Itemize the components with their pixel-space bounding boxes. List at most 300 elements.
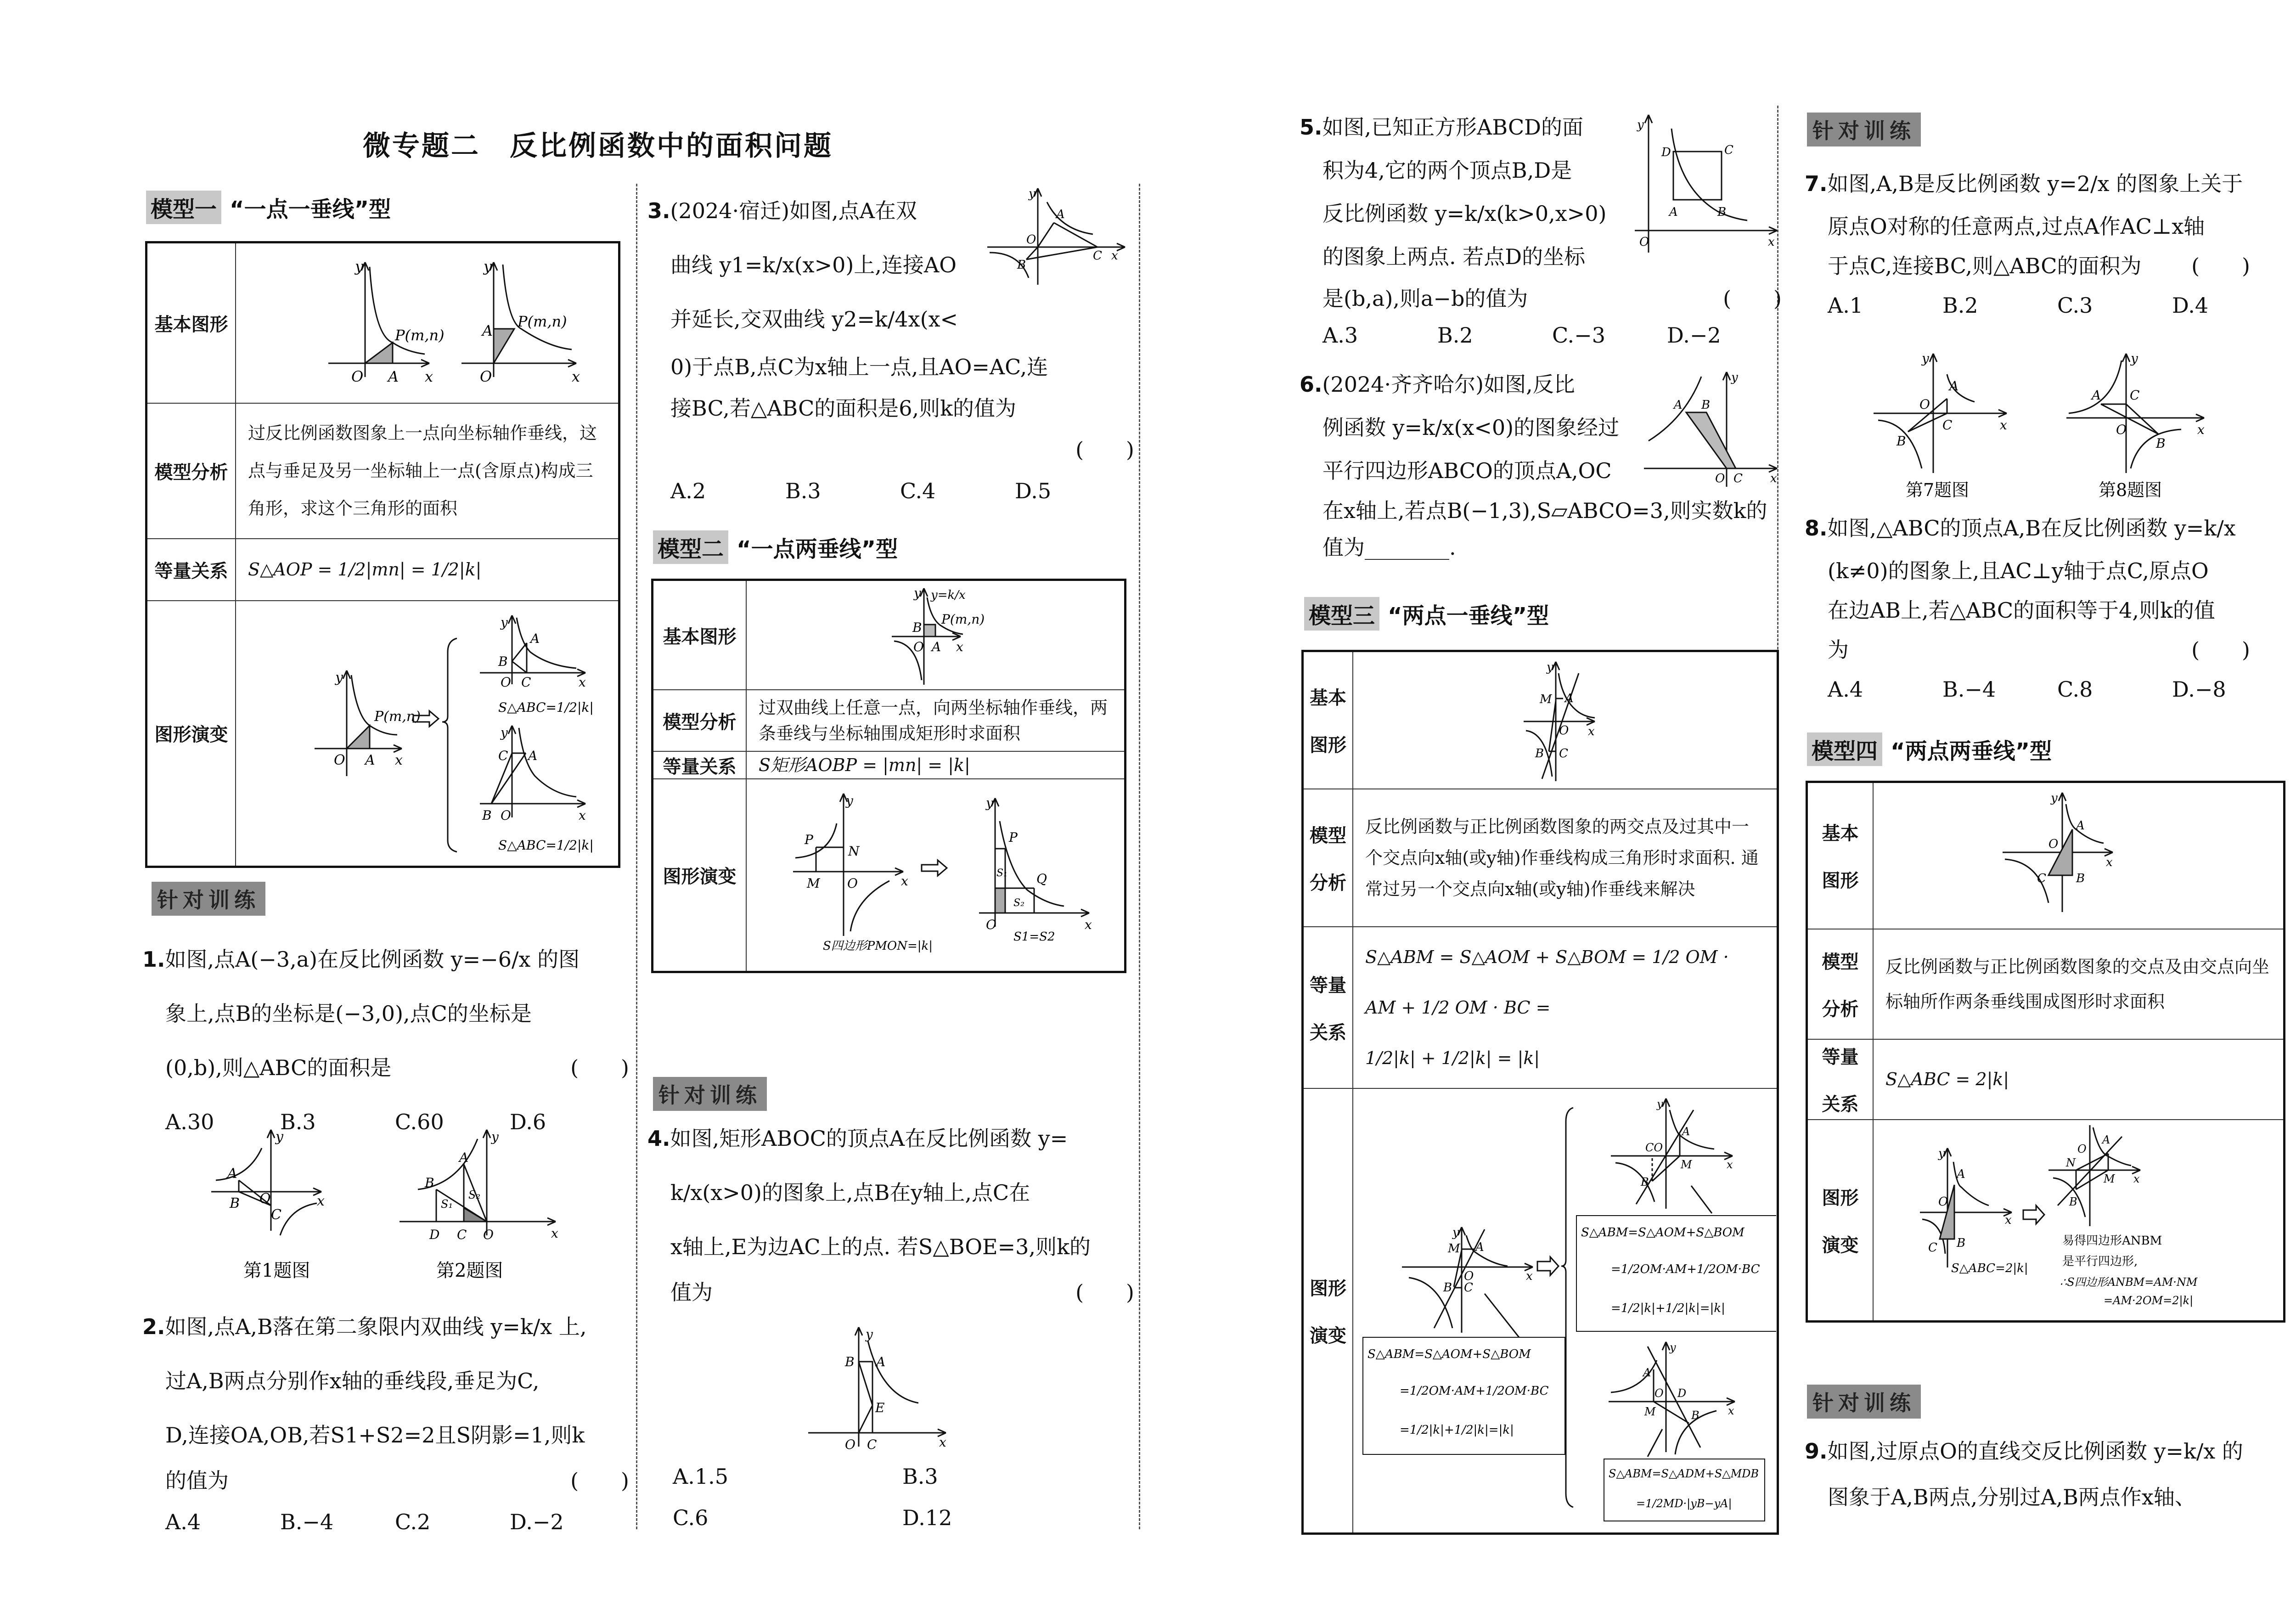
option[interactable]: B.3 xyxy=(902,1464,938,1489)
point-label: B xyxy=(912,620,922,635)
axis-label-y: y xyxy=(335,669,343,686)
figure-q8 xyxy=(2066,354,2204,473)
axis-label-x: x xyxy=(1526,1269,1533,1283)
model3-evolution xyxy=(1353,1088,1778,1534)
axis-label-x: x xyxy=(1727,1158,1733,1171)
point-label: C xyxy=(2037,872,2046,886)
axis-label-x: x xyxy=(572,368,580,386)
point-label: B xyxy=(2076,872,2085,886)
origin-label: O xyxy=(259,1191,271,1207)
point-label: D xyxy=(1677,1386,1687,1400)
option[interactable]: A.4 xyxy=(1828,677,1863,702)
point-label: B xyxy=(1641,1175,1649,1189)
origin-label: O xyxy=(1938,1194,1948,1209)
options xyxy=(142,1499,629,1545)
model3-basic-diagram xyxy=(1354,653,1776,786)
origin-label: O xyxy=(2048,837,2059,851)
q3-figure xyxy=(987,184,1134,289)
option[interactable]: D.−8 xyxy=(2172,677,2226,702)
point-label: B xyxy=(1957,1236,1966,1250)
option[interactable]: B.2 xyxy=(1437,323,1473,348)
option[interactable]: C.3 xyxy=(2057,293,2093,318)
q7-q8-figures xyxy=(1837,344,2241,501)
point-label: B xyxy=(230,1195,240,1211)
area-label: S₂ xyxy=(1013,897,1024,909)
point-label: A xyxy=(1949,378,1959,394)
point-label: C xyxy=(457,1227,467,1242)
axis-label-x: x xyxy=(1768,235,1775,249)
row-label: 模型分析 xyxy=(653,690,747,751)
option[interactable]: C.8 xyxy=(2057,677,2093,702)
point-label: A xyxy=(482,322,493,340)
option[interactable]: C.60 xyxy=(395,1110,444,1134)
axis-label-y: y xyxy=(914,586,921,601)
row-label: 图形演变 xyxy=(146,601,236,867)
point-label: P xyxy=(1009,830,1018,845)
axis-label-x: x xyxy=(579,674,586,690)
option[interactable]: A.30 xyxy=(165,1110,214,1134)
row-label: 模型 分析 xyxy=(1807,929,1874,1039)
brace-icon xyxy=(442,638,457,852)
point-label: A xyxy=(932,639,941,654)
row-label: 等量 关系 xyxy=(1807,1039,1874,1120)
row-label: 图形 演变 xyxy=(1303,1088,1353,1534)
model3-analysis: 反比例函数与正比例函数图象的两交点及过其中一个交点向x轴(或y轴)作垂线构成三角形时求面积. 通常过另一个交点向x轴(或y轴)作垂线来解决 xyxy=(1353,789,1778,927)
curve-label: y=k/x xyxy=(931,588,966,602)
figure-sub2 xyxy=(480,726,585,817)
axis-label-y: y xyxy=(846,793,853,809)
axis-label-y: y xyxy=(2131,351,2138,366)
point-label: CO xyxy=(1645,1141,1663,1154)
axis-label-y: y xyxy=(501,725,508,740)
point-label: M xyxy=(807,876,820,891)
model1-analysis: 过反比例函数图象上一点向坐标轴作垂线，这点与垂足及另一坐标轴上一点(含原点)构成三角形，求这个三角形的面积 xyxy=(236,403,619,539)
origin-label: O xyxy=(501,674,511,690)
question-line: 原点O对称的任意两点,过点A作AC⊥x轴 xyxy=(1828,214,2205,239)
point-label: N xyxy=(2066,1156,2076,1169)
axis-label-y: y xyxy=(1938,1146,1945,1160)
option[interactable]: D.−2 xyxy=(1667,323,1721,348)
note-line: 是平行四边形, xyxy=(2062,1254,2138,1268)
point-label: Q xyxy=(1036,871,1047,887)
area-label: S₁ xyxy=(441,1198,453,1211)
point-label: A xyxy=(227,1166,237,1182)
origin-label: O xyxy=(1654,1386,1664,1400)
origin-label: O xyxy=(483,1227,494,1242)
area-label: S₂ xyxy=(468,1189,481,1201)
row-label: 等量 关系 xyxy=(1303,927,1353,1088)
model4-basic-figure xyxy=(1873,782,2285,929)
point-label: A xyxy=(459,1150,469,1165)
option[interactable]: D.4 xyxy=(2172,293,2209,318)
row-label: 基本图形 xyxy=(146,242,236,403)
model1-basic-figure xyxy=(236,242,619,403)
origin-label: O xyxy=(1559,724,1569,738)
option[interactable]: A.4 xyxy=(165,1510,201,1534)
question-line: 曲线 y1=k/x(x>0)上,连接AO xyxy=(670,253,957,277)
point-label: A xyxy=(388,368,399,386)
question-line: 是(b,a),则a−b的值为 ( ) xyxy=(1322,280,1782,317)
model2-relation: S矩形AOBP = |mn| = |k| xyxy=(746,751,1125,779)
figure-left xyxy=(328,262,429,377)
point-label: A xyxy=(1682,1125,1690,1138)
question-line: D,连接OA,OB,若S1+S2=2且S阴影=1,则k xyxy=(165,1423,585,1448)
figure-caption: 第8题图 xyxy=(2099,480,2162,500)
axis-label-y: y xyxy=(866,1327,873,1342)
point-label: A xyxy=(876,1354,886,1369)
model1-table xyxy=(145,241,620,868)
question-line: 过A,B两点分别作x轴的垂线段,垂足为C, xyxy=(165,1369,540,1393)
point-label: P(m,n) xyxy=(374,708,421,725)
point-label: A xyxy=(1475,1240,1484,1254)
question-line: 接BC,若△ABC的面积是6,则k的值为 xyxy=(670,396,1017,421)
answer-bracket[interactable]: ( ) xyxy=(2191,637,2250,662)
formula-line: =1/2OM·AM+1/2OM·BC xyxy=(1611,1262,1760,1276)
model-tag: 模型一 xyxy=(146,191,221,224)
model2-basic-figure xyxy=(746,580,1125,690)
options xyxy=(673,1456,1040,1538)
figure-caption: 第7题图 xyxy=(1906,480,1970,500)
point-label: A xyxy=(530,631,540,646)
figure-left xyxy=(793,794,903,936)
question-line: 图象于A,B两点,分别过A,B两点作x轴、 xyxy=(1828,1485,2196,1510)
point-label: A xyxy=(1957,1167,1965,1181)
figure-top-right xyxy=(1611,1098,1733,1213)
point-label: B xyxy=(1717,205,1727,219)
question-2 xyxy=(142,1300,629,1545)
axis-label-y: y xyxy=(986,795,993,811)
question-line: x轴上,E为边AC上的点. 若S△BOE=3,则k的 xyxy=(670,1234,1091,1259)
axis-label-x: x xyxy=(956,639,963,654)
double-arrow-icon xyxy=(922,860,947,876)
axis-label-x: x xyxy=(2005,1213,2012,1227)
point-label: D xyxy=(1661,146,1671,159)
point-label: P(m,n) xyxy=(518,313,567,331)
model2-analysis: 过双曲线上任意一点，向两坐标轴作垂线，两条垂线与坐标轴围成矩形时求面积 xyxy=(746,690,1125,751)
row-label: 基本 图形 xyxy=(1303,651,1353,789)
model1-evolution xyxy=(236,601,619,867)
option[interactable]: B.2 xyxy=(1942,293,1978,318)
point-label: A xyxy=(1669,205,1678,219)
row-label: 模型 分析 xyxy=(1303,789,1353,927)
option[interactable]: C.−3 xyxy=(1552,323,1605,348)
axis-label-y: y xyxy=(484,258,492,276)
question-line: 平行四边形ABCO的顶点A,OC xyxy=(1322,458,1612,483)
question-line: 在x轴上,若点B(−1,3),S▱ABCO=3,则实数k的 xyxy=(1322,498,1767,523)
row-label: 图形演变 xyxy=(653,779,747,972)
axis-label-y: y xyxy=(1637,118,1644,132)
question-8 xyxy=(1805,505,2291,709)
question-line: 8.如图,△ABC的顶点A,B在反比例函数 y=k/x xyxy=(1805,516,2236,541)
point-label: A xyxy=(2102,1133,2110,1146)
point-label: B xyxy=(1691,1408,1699,1422)
question-line: (0,b),则△ABC的面积是 ( ) xyxy=(142,1041,629,1095)
question-line: 0)于点B,点C为x轴上一点,且AO=AC,连 xyxy=(670,355,1048,379)
point-label: B xyxy=(498,653,508,669)
column-divider xyxy=(1139,184,1140,1529)
formula-line: =1/2|k|+1/2|k|=|k| xyxy=(1400,1423,1514,1437)
option[interactable]: A.1 xyxy=(1828,293,1863,318)
origin-label: O xyxy=(1639,235,1649,249)
axis-label-y: y xyxy=(501,614,508,630)
model2-evolution xyxy=(746,779,1125,972)
question-1 xyxy=(142,932,629,1149)
point-label: C xyxy=(498,748,508,763)
point-label: N xyxy=(848,844,860,859)
training-label: 针对训练 xyxy=(152,882,265,916)
option[interactable]: D.5 xyxy=(1015,479,1052,503)
evolution-formula: S四边形PMON=|k| xyxy=(823,939,933,953)
note-line: =AM·2OM=2|k| xyxy=(2104,1294,2194,1307)
point-label: B xyxy=(482,807,492,823)
formula-line: =1/2MD·|yB−yA| xyxy=(1636,1497,1732,1510)
point-label: C xyxy=(1724,143,1733,157)
model4-relation: S△ABC = 2|k| xyxy=(1873,1039,2285,1120)
note-line: 易得四边形ANBM xyxy=(2062,1234,2162,1248)
formula-line: S△ABM=S△ADM+S△MDB xyxy=(1609,1467,1759,1480)
double-arrow-icon xyxy=(2023,1205,2044,1224)
axis-label-x: x xyxy=(1111,249,1118,263)
evolution-formula: S△ABC=1/2|k| xyxy=(498,837,594,853)
axis-label-x: x xyxy=(2000,417,2007,433)
question-line: 5.如图,已知正方形ABCD的面 xyxy=(1300,115,1584,140)
model2-table xyxy=(651,579,1126,973)
point-label: P(m,n) xyxy=(941,612,985,627)
double-arrow-icon xyxy=(1537,1257,1559,1275)
point-label: P(m,n) xyxy=(395,327,445,344)
training-heading xyxy=(152,882,265,916)
question-line: k/x(x>0)的图象上,点B在y轴上,点C在 xyxy=(670,1180,1030,1205)
origin-label: O xyxy=(986,917,996,933)
option[interactable]: D.−2 xyxy=(510,1510,564,1534)
figure-q2 xyxy=(400,1130,556,1235)
point-label: P xyxy=(805,832,813,848)
question-4 xyxy=(647,1111,1134,1311)
formula-line: S△ABM=S△AOM+S△BOM xyxy=(1581,1225,1745,1239)
point-label: B xyxy=(1896,434,1906,449)
training-heading xyxy=(653,1077,767,1111)
origin-label: O xyxy=(480,368,492,386)
axis-label-y: y xyxy=(1657,1097,1663,1110)
options xyxy=(1322,317,1782,354)
point-label: C xyxy=(1464,1280,1473,1295)
model-name: “两点两垂线”型 xyxy=(1891,738,2052,764)
answer-bracket[interactable]: ( ) xyxy=(570,1055,629,1080)
option[interactable]: B.3 xyxy=(785,479,821,503)
axis-label-x: x xyxy=(1085,917,1092,933)
question-line: 6.(2024·齐齐哈尔)如图,反比 xyxy=(1300,372,1575,397)
formula-line: =1/2OM·AM+1/2OM·BC xyxy=(1400,1384,1549,1398)
question-7 xyxy=(1805,161,2291,325)
point-label: C xyxy=(1928,1240,1937,1255)
column-divider xyxy=(636,184,637,1529)
model3-heading xyxy=(1304,597,1549,631)
model2-evolution-diagram xyxy=(747,780,1124,968)
axis-label-x: x xyxy=(1588,725,1595,739)
origin-label: O xyxy=(2077,1142,2087,1155)
question-line: 积为4,它的两个顶点B,D是 xyxy=(1322,158,1572,183)
question-5-tail xyxy=(1322,280,1782,354)
model-tag: 模型四 xyxy=(1807,732,1882,766)
axis-label-y: y xyxy=(1670,1341,1676,1354)
point-label: A xyxy=(1565,692,1574,706)
model3-basic-figure xyxy=(1353,651,1778,789)
axis-label-y: y xyxy=(276,1129,283,1145)
question-line: 值为________. xyxy=(1322,535,1456,560)
point-label: D xyxy=(429,1227,440,1242)
model-tag: 模型三 xyxy=(1304,597,1379,631)
option[interactable]: B.−4 xyxy=(280,1510,334,1534)
evolution-formula: S△ABC=1/2|k| xyxy=(498,699,594,715)
model-name: “两点一垂线”型 xyxy=(1388,603,1549,629)
training-heading xyxy=(1807,113,1921,146)
option[interactable]: D.12 xyxy=(902,1505,952,1530)
question-line: 3.(2024·宿迁)如图,点A在双 xyxy=(647,198,917,223)
answer-bracket[interactable]: ( ) xyxy=(570,1468,629,1493)
point-label: B xyxy=(845,1354,855,1369)
point-label: C xyxy=(1942,417,1953,433)
option[interactable]: D.6 xyxy=(510,1110,546,1134)
answer-bracket[interactable]: ( ) xyxy=(1075,437,1134,462)
figure-right xyxy=(979,798,1089,927)
point-label: C xyxy=(521,674,531,690)
model2-basic-diagram xyxy=(747,581,1124,687)
axis-label-x: x xyxy=(395,752,403,768)
origin-label: O xyxy=(1715,472,1725,485)
axis-label-y: y xyxy=(355,258,364,276)
axis-label-x: x xyxy=(2133,1172,2140,1185)
origin-label: O xyxy=(847,876,858,891)
question-line: 于点C,连接BC,则△ABC的面积为 ( ) xyxy=(1805,246,2250,286)
training-label: 针对训练 xyxy=(653,1077,767,1111)
figure-caption: 第1题图 xyxy=(243,1260,310,1281)
axis-label-x: x xyxy=(901,873,908,889)
model-tag: 模型二 xyxy=(653,530,728,564)
row-label: 等量关系 xyxy=(146,539,236,601)
model4-analysis: 反比例函数与正比例函数图象的交点及由交点向坐标轴所作两条垂线围成图形时求面积 xyxy=(1873,929,2285,1039)
q5-figure xyxy=(1635,110,1782,262)
point-label: A xyxy=(2092,388,2101,403)
option[interactable]: C.2 xyxy=(395,1510,431,1534)
question-line: 值为 ( ) xyxy=(647,1274,1134,1311)
option[interactable]: B.−4 xyxy=(1942,677,1996,702)
row-label: 模型分析 xyxy=(146,403,236,539)
option[interactable]: B.3 xyxy=(280,1110,316,1134)
point-label: B xyxy=(1443,1280,1452,1295)
area-label: S₁ xyxy=(996,867,1007,879)
point-label: M xyxy=(1540,693,1552,707)
training-heading xyxy=(1807,1385,1921,1419)
model4-table xyxy=(1806,781,2285,1323)
axis-label-y: y xyxy=(1547,660,1553,675)
option[interactable]: A.1.5 xyxy=(673,1464,728,1489)
model1-basic-diagram xyxy=(236,244,618,400)
question-line: (k≠0)的图象上,且AC⊥y轴于点C,原点O xyxy=(1828,558,2209,583)
option[interactable]: C.4 xyxy=(900,479,936,503)
figure-q7 xyxy=(1874,354,2007,473)
point-label: M xyxy=(1681,1158,1692,1171)
options xyxy=(647,470,1134,512)
point-label: A xyxy=(1674,398,1683,412)
answer-bracket[interactable]: ( ) xyxy=(1075,1280,1134,1305)
row-label: 基本 图形 xyxy=(1807,782,1874,929)
model3-evolution-diagram xyxy=(1354,1089,1776,1530)
axis-label-x: x xyxy=(939,1435,946,1450)
answer-bracket[interactable]: ( ) xyxy=(2191,253,2250,278)
model-name: “一点一垂线”型 xyxy=(230,197,391,222)
answer-bracket[interactable]: ( ) xyxy=(1723,286,1782,311)
option[interactable]: A.2 xyxy=(670,479,706,503)
point-label: M xyxy=(1644,1405,1656,1418)
axis-label-x: x xyxy=(579,807,586,823)
options xyxy=(1805,286,2291,325)
model3-relation: S△ABM = S△AOM + S△BOM = 1/2 OM · AM + 1/2 OM · BC = 1/2|k| + 1/2|k| = |k| xyxy=(1353,927,1778,1088)
question-line: 7.如图,A,B是反比例函数 y=2/x 的图象上关于 xyxy=(1805,171,2243,196)
question-line: 在边AB上,若△ABC的面积等于4,则k的值 xyxy=(1828,598,2215,623)
figure-right xyxy=(2048,1125,2140,1226)
options xyxy=(1805,670,2291,709)
model2-heading xyxy=(653,530,898,564)
model4-evolution-diagram xyxy=(1874,1121,2283,1318)
page-title: 微专题二 反比例函数中的面积问题 xyxy=(363,130,833,162)
origin-label: O xyxy=(1026,233,1036,247)
origin-label: O xyxy=(2116,422,2127,437)
point-label: A xyxy=(2076,819,2085,833)
point-label: C xyxy=(2130,388,2140,403)
origin-label: O xyxy=(845,1437,855,1451)
axis-label-y: y xyxy=(1731,371,1738,384)
figure-q1 xyxy=(211,1130,321,1235)
point-label: M xyxy=(2104,1172,2115,1185)
option[interactable]: A.3 xyxy=(1322,323,1358,348)
axis-label-x: x xyxy=(317,1193,325,1209)
row-label: 等量关系 xyxy=(653,751,747,779)
point-label: B xyxy=(425,1175,434,1190)
point-label: B xyxy=(2156,436,2166,451)
question-line: 4.如图,矩形ABOC的顶点A在反比例函数 y= xyxy=(647,1126,1068,1151)
question-line: 象上,点B的坐标是(−3,0),点C的坐标是 xyxy=(165,1001,532,1026)
model-name: “一点两垂线”型 xyxy=(737,536,898,562)
evolution-formula: S△ABC=2|k| xyxy=(1951,1261,2028,1275)
origin-label: O xyxy=(334,752,345,768)
axis-label-y: y xyxy=(2051,791,2058,806)
model4-heading xyxy=(1807,732,2052,766)
axis-label-y: y xyxy=(1452,1225,1459,1239)
figure-caption: 第2题图 xyxy=(436,1260,503,1281)
evolution-formula: S1=S2 xyxy=(1013,930,1055,944)
origin-label: O xyxy=(501,807,511,823)
point-label: B xyxy=(2069,1195,2077,1208)
option[interactable]: C.6 xyxy=(673,1505,709,1530)
q6-figure xyxy=(1644,367,1782,491)
model3-table xyxy=(1301,650,1779,1535)
point-label: C xyxy=(1093,249,1102,263)
question-line: 并延长,交双曲线 y2=k/4x(x< xyxy=(670,307,958,332)
axis-label-y: y xyxy=(491,1129,499,1144)
model4-basic-diagram xyxy=(1874,783,2283,926)
row-label: 基本图形 xyxy=(653,580,747,690)
row-label: 图形 演变 xyxy=(1807,1120,1874,1322)
axis-label-x: x xyxy=(1770,472,1777,485)
point-label: B xyxy=(1701,398,1711,412)
point-label: A xyxy=(1056,208,1065,221)
axis-label-x: x xyxy=(2197,422,2205,437)
question-5 xyxy=(1300,106,1630,278)
model1-relation: S△AOP = 1/2|mn| = 1/2|k| xyxy=(236,539,619,601)
formula-line: S△ABM=S△AOM+S△BOM xyxy=(1367,1347,1531,1361)
question-line: 为 ( ) xyxy=(1805,630,2250,670)
figure-sub1 xyxy=(480,615,585,684)
